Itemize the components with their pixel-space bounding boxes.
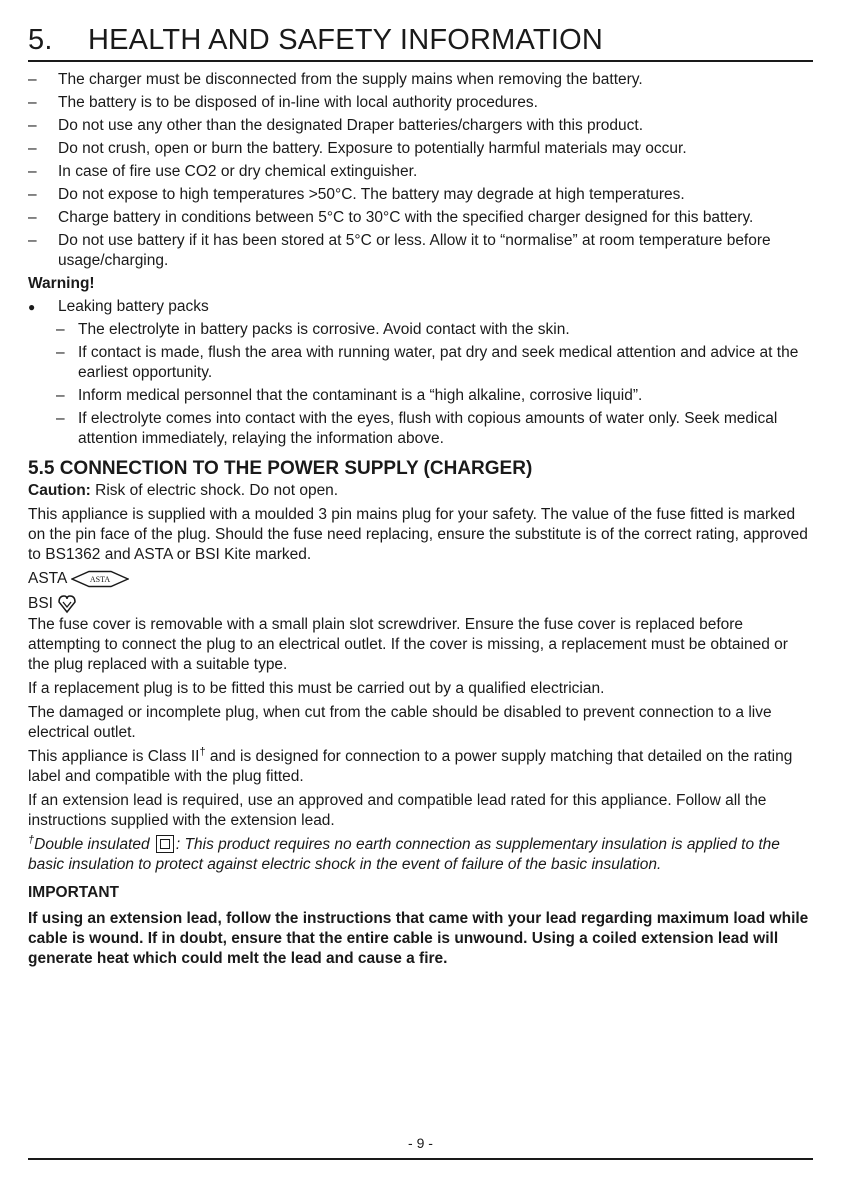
caution-label: Caution: <box>28 482 91 499</box>
list-item: – The electrolyte in battery packs is corrosive. Avoid contact with the skin. <box>56 320 813 340</box>
battery-safety-list <box>28 70 813 271</box>
double-insulation-icon <box>156 835 174 853</box>
asta-label: ASTA <box>28 570 68 587</box>
list-item: – Inform medical personnel that the contaminant is a “high alkaline, corrosive liquid”. <box>56 386 813 406</box>
caution-text: Risk of electric shock. Do not open. <box>90 482 339 499</box>
list-item: – The charger must be disconnected from the supply mains when removing the battery. <box>28 70 813 90</box>
fuse-paragraph: This appliance is supplied with a moulded 3 pin mains plug for your safety. The value of the fuse fitted is marked on the pin face of the plug. Should the fuse need replacing, ensure the substitute is of the correct rating, approved to BS1362 and ASTA or BSI Kite marked. <box>28 506 808 563</box>
class-text-continued: and is designed for connection to a power supply matching that detailed on the rating label and compatible with the plug fitted. <box>28 748 793 785</box>
section-title: HEALTH AND SAFETY INFORMATION <box>88 24 603 56</box>
page-number: - 9 - <box>408 1135 433 1151</box>
list-item: – If electrolyte comes into contact with the eyes, flush with copious amounts of water only. Seek medical attention immediately, relaying the information above. <box>56 409 813 449</box>
section-number: 5. <box>28 24 53 56</box>
manual-page <box>28 22 813 969</box>
double-insulated-text: : This product requires no earth connection as supplementary insulation is applied to the basic insulation to protect against electric shock in the event of failure of the basic insulation. <box>28 836 780 873</box>
footer-divider <box>28 1158 813 1160</box>
replacement-plug-paragraph: If a replacement plug is to be fitted this must be carried out by a qualified electrician. <box>28 680 605 697</box>
asta-logo-text: ASTA <box>90 575 111 585</box>
subsection-heading: 5.5 CONNECTION TO THE POWER SUPPLY (CHARGER) <box>28 458 533 479</box>
asta-mark-icon <box>71 570 129 588</box>
leaking-battery-bullet: ● Leaking battery packs <box>28 297 813 317</box>
damaged-plug-paragraph: The damaged or incomplete plug, when cut from the cable should be disabled to prevent connection to a live electrical outlet. <box>28 704 772 741</box>
class-text: This appliance is Class II <box>28 748 200 765</box>
leaking-battery-list <box>56 320 813 449</box>
asta-line <box>28 568 813 590</box>
list-item: – Do not crush, open or burn the battery. Exposure to potentially harmful materials may occur. <box>28 139 813 159</box>
list-item: – Do not use battery if it has been stored at 5°C or less. Allow it to “normalise” at room temperature before usage/charging. <box>28 231 813 271</box>
important-heading: IMPORTANT <box>28 884 119 901</box>
list-item: – If contact is made, flush the area with running water, pat dry and seek medical attention and advice at the earliest opportunity. <box>56 343 813 383</box>
fuse-cover-paragraph: The fuse cover is removable with a small plain slot screwdriver. Ensure the fuse cover is replaced before attempting to connect the plug to an electrical outlet. If the cover is missing, a replacement must be obtained or the plug replaced with a suitable type. <box>28 616 788 673</box>
important-text: If using an extension lead, follow the instructions that came with your lead regarding maximum load while cable is wound. If in doubt, ensure that the entire cable is unwound. Using a coiled extension lead will generate heat which could melt the lead and cause a fire. <box>28 910 809 967</box>
list-item: – Do not expose to high temperatures >50°C. The battery may degrade at high temperatures. <box>28 185 813 205</box>
list-item: – Charge battery in conditions between 5°C to 30°C with the specified charger designed for this battery. <box>28 208 813 228</box>
caution-line <box>28 481 813 501</box>
bsi-line <box>28 593 813 615</box>
page-footer <box>28 1134 813 1160</box>
section-heading <box>28 22 813 62</box>
warning-label: Warning! <box>28 275 95 292</box>
list-item: – Do not use any other than the designated Draper batteries/chargers with this product. <box>28 116 813 136</box>
class-paragraph <box>28 747 813 787</box>
extension-lead-paragraph: If an extension lead is required, use an approved and compatible lead rated for this appliance. Follow all the instructions supplied with the extension lead. <box>28 792 767 829</box>
dagger-mark: † <box>199 745 206 758</box>
double-insulated-label: Double insulated <box>34 836 150 853</box>
bsi-label: BSI <box>28 595 53 612</box>
dagger-mark: † <box>28 833 35 846</box>
list-item: – The battery is to be disposed of in-line with local authority procedures. <box>28 93 813 113</box>
list-item: – In case of fire use CO2 or dry chemical extinguisher. <box>28 162 813 182</box>
bsi-kitemark-icon <box>57 594 77 614</box>
double-insulated-note <box>28 835 813 875</box>
